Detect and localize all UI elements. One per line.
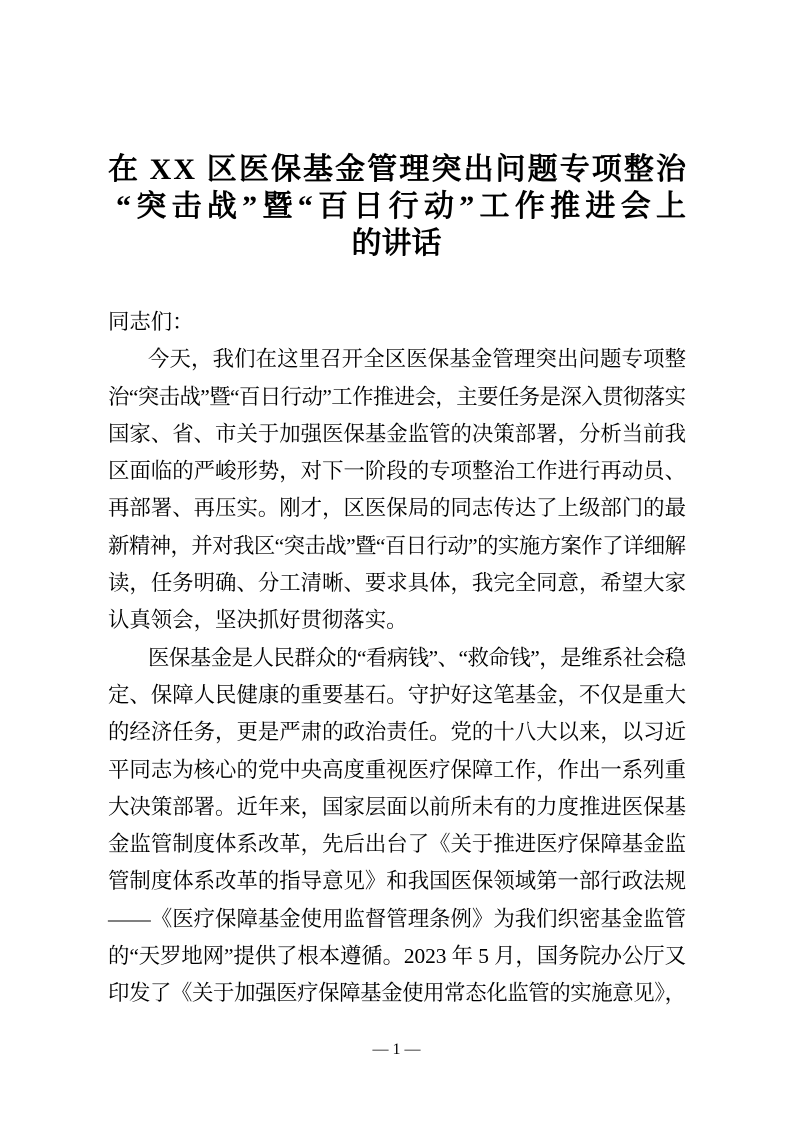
title-line-1-text: 在 XX 区医保基金管理突出问题专项整治 xyxy=(108,153,689,186)
body-line-text: 读，任务明确、分工清晰、要求具体，我完全同意，希望大家 xyxy=(108,571,687,596)
body-line xyxy=(108,752,686,789)
body-line-text: 国家、省、市关于加强医保基金监管的决策部署，分析当前我 xyxy=(108,421,687,446)
body-line-text: 平同志为核心的党中央高度重视医疗保障工作，作出一系列重 xyxy=(108,757,687,782)
body-line xyxy=(108,565,686,602)
title-line-3 xyxy=(0,225,793,262)
paragraph-1 xyxy=(108,341,686,639)
body-line xyxy=(108,640,686,677)
body-line-text: 认真领会，坚决抓好贯彻落实。 xyxy=(108,608,408,633)
title-line-1 xyxy=(108,151,689,188)
body-line xyxy=(108,528,686,565)
body-line-text: ——《医疗保障基金使用监督管理条例》为我们织密基金监管 xyxy=(108,906,687,931)
body-line xyxy=(108,901,686,938)
body-line xyxy=(108,341,686,378)
body-line-text: 今天，我们在这里召开全区医保基金管理突出问题专项整 xyxy=(148,347,687,372)
body-line-text: 印发了《关于加强医疗保障基金使用常态化监管的实施意见》， xyxy=(108,981,686,1006)
salutation xyxy=(108,304,686,341)
page-number: — 1 — xyxy=(372,1041,421,1058)
body-line xyxy=(108,490,686,527)
paragraph-2 xyxy=(108,640,686,1013)
body-line xyxy=(108,677,686,714)
body-line xyxy=(108,379,686,416)
salutation-text: 同志们： xyxy=(108,310,194,334)
body-line-text: 管制度体系改革的指导意见》和我国医保领域第一部行政法规 xyxy=(108,869,687,894)
body-line-text: 新精神，并对我区“突击战”暨“百日行动”的实施方案作了详细解 xyxy=(108,533,686,558)
body-line xyxy=(108,416,686,453)
body-line-text: 的经济任务，更是严肃的政治责任。党的十八大以来，以习近 xyxy=(108,720,687,745)
body-line-text: 定、保障人民健康的重要基石。守护好这笔基金，不仅是重大 xyxy=(108,682,687,707)
body-line-text: 医保基金是人民群众的“看病钱”、“救命钱”，是维系社会稳 xyxy=(148,645,686,670)
body-line-text: 再部署、再压实。刚才，区医保局的同志传达了上级部门的最 xyxy=(108,496,687,521)
body-line xyxy=(108,975,686,1012)
body-line-text: 大决策部署。近年来，国家层面以前所未有的力度推进医保基 xyxy=(108,794,687,819)
document-body xyxy=(108,304,686,1013)
body-line-text: 金监管制度体系改革，先后出台了《关于推进医疗保障基金监 xyxy=(108,832,687,857)
title-line-2 xyxy=(116,188,692,225)
body-line xyxy=(108,863,686,900)
body-line-text: 区面临的严峻形势，对下一阶段的专项整治工作进行再动员、 xyxy=(108,459,687,484)
body-line xyxy=(108,714,686,751)
body-line xyxy=(108,789,686,826)
body-line xyxy=(108,602,686,639)
title-line-3-text: 的讲话 xyxy=(351,227,442,260)
body-line xyxy=(108,453,686,490)
body-line-text: 治“突击战”暨“百日行动”工作推进会，主要任务是深入贯彻落实 xyxy=(108,384,686,409)
title-line-2-text: “突击战”暨“百日行动”工作推进会上 xyxy=(116,190,692,223)
body-line-text: 的“天罗地网”提供了根本遵循。2023 年 5 月，国务院办公厅又 xyxy=(108,944,686,969)
body-line xyxy=(108,938,686,975)
body-line xyxy=(108,826,686,863)
